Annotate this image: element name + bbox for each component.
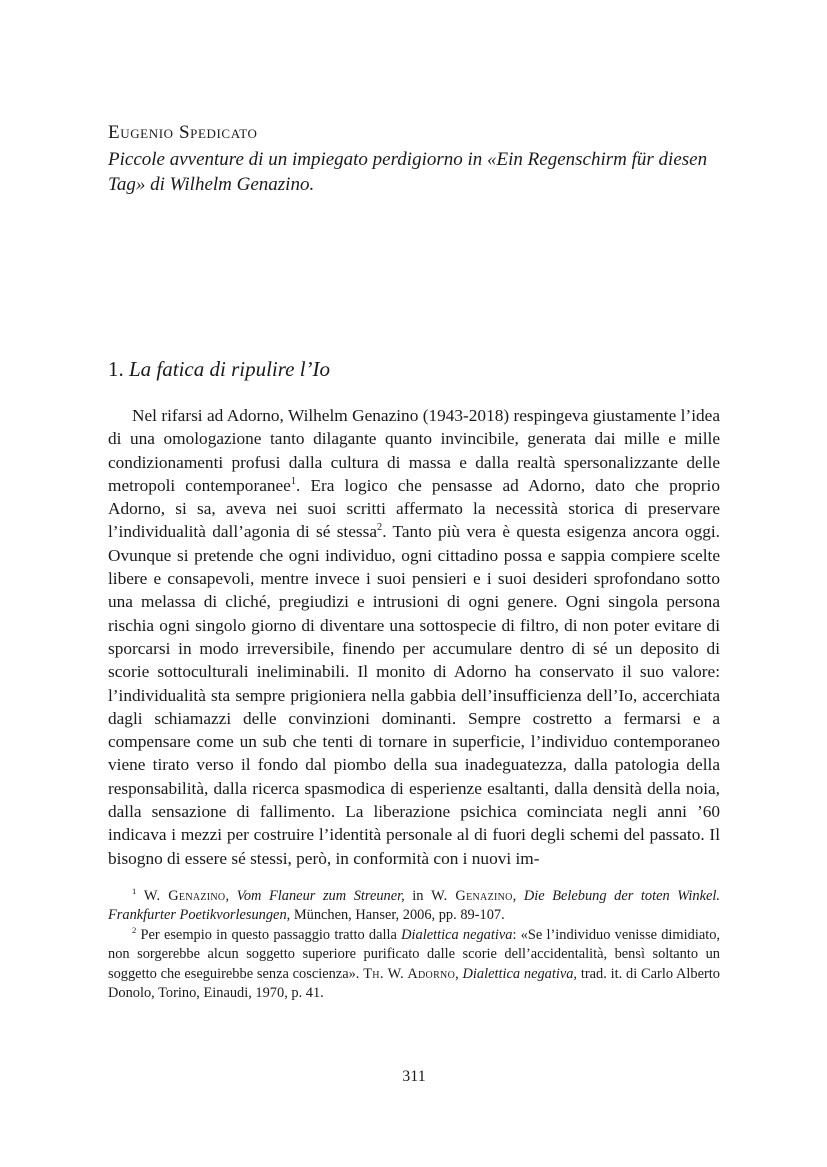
footnote-1-mark: 1 [132,886,137,897]
paragraph [108,404,720,870]
author-name: Eugenio Spedicato [108,122,258,143]
footnote-2-separator: , [455,965,463,982]
footnote-2-author: Th. W. Adorno [363,965,456,982]
section-heading [108,357,330,382]
footnote-1-in: in [404,888,432,904]
footnote-1-publication: , München, Hanser, 2006, pp. 89-107. [286,907,505,924]
footnote-1-author-2: W. Genazino [431,888,513,904]
section-title: La fatica di ripulire l’Io [129,357,331,381]
page-number: 311 [402,1068,426,1085]
footnotes [108,887,720,1003]
section-number: 1. [108,357,124,381]
footnote-1-book-title: Die Belebung der toten Winkel. Frankfurter Poetikvorlesungen [108,888,720,924]
footnote-2-mark: 2 [132,925,137,936]
article-title: Piccole avventure di un impiegato perdigiorno in «Ein Regenschirm für diesen Tag» di Wilhelm Genazino. [108,149,708,195]
footnote-2-publication: trad. it. di Carlo Alberto Donolo, Torino, Einaudi, 1970, p. 41. [108,965,720,1002]
footnote-2-work: Dialettica negativa [401,926,513,943]
body-text [108,404,720,870]
footnote-2 [108,926,720,1004]
footnote-1-separator: , [225,888,237,904]
footnote-1-author: W. Genazino [143,888,226,904]
footnote-2-work-2: Dialettica negativa, [462,965,578,982]
paragraph-text-part-1: Nel rifarsi ad Adorno, Wilhelm Genazino (1943-2018) respingeva giustamente l’idea di una omologazione tanto dilagante quanto invincibile, generata dai mille e mille condizionamenti profusi dalla cultura di massa e dalla realtà spersonalizzante delle metropoli contemporanee [108,406,720,495]
footnote-2-lead: Per esempio in questo passaggio tratto dalla [136,926,402,943]
paragraph-text-part-2: . Era logico che pensasse ad Adorno, dato che proprio Adorno, si sa, aveva nei suoi scritti affermato la necessità storica di preservare l’individualità dall’agonia di sé stessa [108,475,720,542]
footnote-1-separator-2: , [512,888,524,904]
footnote-ref-2: 2 [377,522,383,534]
footnote-1 [108,887,720,926]
footnote-1-title: Vom Flaneur zum Streuner, [236,888,405,904]
footnote-ref-1: 1 [290,476,297,488]
footnote-2-quote: : «Se l’individuo venisse dimidiato, non sorgerebbe alcun soggetto superiore purificato dalle scorie dell’accidentalità, bensì soltanto un soggetto che eseguirebbe senza coscienza». [108,926,720,982]
paragraph-text-part-3: . Tanto più vera è questa esigenza ancora oggi. Ovunque si pretende che ogni individuo, ogni cittadino possa e sappia compiere scelte libere e consapevoli, mentre invece i suoi pensieri e i suoi desideri sprofondano sotto una melassa di cliché, pregiudizi e intrusioni di ogni genere. Ogni singola persona rischia ogni singolo giorno di diventare una sottospecie di filtro, di non poter evitare di sporcarsi in modo irreversibile, finendo per accumulare dentro di sé un deposito di scorie sottoculturali ineliminabili. Il monito di Adorno ha conservato il suo valore: l’individualità sta sempre prigioniera nella gabbia dell’insufficienza dell’Io, accerchiata dagli schiamazzi delle convinzioni dominanti. Sempre costretto a fermarsi e a compensare come un sub che tenti di tornare in superficie, l’individuo contemporaneo viene tirato verso il fondo dal piombo della sua inadeguatezza, dalla patologia della responsabilità, dalla ricerca spasmodica di esperienze esaltanti, dalla densità della noia, dalla sensazione di fallimento. La liberazione psichica cominciata negli anni ’60 indicava i mezzi per costruire l’identità personale al di fuori degli schemi del passato. Il bisogno di essere sé stessi, però, in conformità con i nuovi im- [108,522,721,868]
